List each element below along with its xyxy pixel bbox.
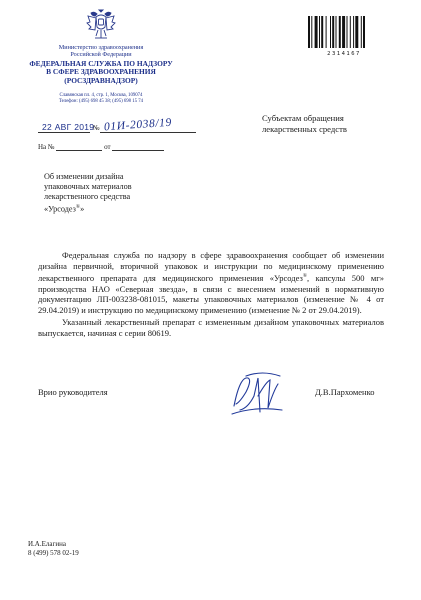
date-underline: [38, 132, 90, 133]
barcode-bar: [339, 16, 341, 48]
double-headed-eagle-icon: [86, 8, 116, 42]
signatory-name: Д.В.Пархоменко: [315, 387, 375, 397]
barcode-bar: [361, 16, 362, 48]
barcode-bar: [321, 16, 323, 48]
barcode-bar: [353, 16, 354, 48]
body-paragraph: Указанный лекарственный препарат с измененным дизайном упаковочных материалов выпускается, начиная с серии 80619.: [38, 317, 384, 338]
reference-number-blank: [56, 142, 102, 151]
address-line: Славянская пл. 4, стр. 1, Москва, 109074: [59, 92, 143, 98]
barcode-bar: [308, 16, 310, 48]
phone-line: Телефон: (495) 698 45 38; (495) 698 15 74: [58, 98, 144, 104]
reference-from: от: [104, 143, 111, 151]
ministry-line: Министерство здравоохранения: [58, 44, 144, 51]
subject-line: [44, 202, 194, 215]
body-text: , капсулы 500 мг» производства НАО «Северная звезда», в связи с внесением изменений в нормативную документацию ЛП-003238-081015, макеты упаковочных материалов (изменение № 4 от 29.04.2019) и инструкцию по медицинскому применению (изменение № 2 от 29.04.2019).: [38, 273, 384, 315]
barcode-bar: [336, 16, 337, 48]
registration-number: 01И-2038/19: [103, 116, 173, 134]
agency-address: [20, 93, 182, 105]
executor-phone: 8 (499) 578 02-19: [28, 549, 79, 557]
barcode-bar: [355, 16, 358, 48]
subject-quote-close: »: [80, 204, 85, 214]
service-name-line: ФЕДЕРАЛЬНАЯ СЛУЖБА ПО НАДЗОРУ: [29, 58, 173, 68]
barcode-icon: [308, 16, 380, 48]
barcode-bar: [311, 16, 312, 48]
subject-line: упаковочных материалов: [44, 182, 132, 191]
registration-row: [38, 116, 198, 134]
barcode-number: 2314167: [327, 51, 361, 57]
barcode-bar: [342, 16, 345, 48]
service-name: [20, 60, 182, 86]
recipient-line: Субъектам обращения: [262, 113, 344, 123]
registered-mark: ®: [302, 273, 307, 280]
service-name-line: В СФЕРЕ ЗДРАВООХРАНЕНИЯ: [46, 67, 156, 77]
number-sign: №: [93, 124, 100, 132]
handwritten-signature-icon: [228, 366, 288, 424]
subject-line: Об изменении дизайна: [44, 172, 124, 181]
executor-name: И.А.Елагина: [28, 540, 66, 548]
reference-row: [38, 142, 164, 151]
body-text: Федеральная служба по надзору в сфере здравоохранения сообщает об изменении дизайна первичной, вторичной упаковок и инструкции по медицинскому применению лекарственного препарата для медицинского применения «Урсодез: [38, 250, 384, 284]
body-paragraph: [38, 250, 384, 315]
barcode-bar: [347, 16, 348, 48]
subject-line: лекарственного средства: [44, 192, 131, 201]
barcode-bar: [326, 16, 327, 48]
barcode-bar: [363, 16, 365, 48]
registered-mark: ®: [75, 204, 81, 210]
barcode-bar: [315, 16, 318, 48]
subject-drug-name: «Урсодез: [44, 204, 76, 214]
signatory-title: Врио руководителя: [38, 387, 108, 397]
letter-body: [38, 250, 384, 341]
letter-subject: [44, 172, 194, 215]
recipient-line: лекарственных средств: [262, 124, 347, 134]
registration-date: 22 АВГ 2019: [42, 122, 95, 132]
ministry-line: Российской Федерации: [70, 51, 132, 59]
barcode-bar: [319, 16, 320, 48]
reference-prefix: На №: [38, 143, 55, 151]
barcode-bar: [332, 16, 334, 48]
service-name-line: (РОСЗДРАВНАДЗОР): [64, 76, 138, 85]
barcode-bar: [350, 16, 351, 48]
recipient-block: [262, 113, 347, 135]
executor-block: [28, 540, 79, 558]
reference-date-blank: [112, 142, 164, 151]
agency-letterhead: [20, 44, 182, 105]
barcode-bar: [330, 16, 331, 48]
